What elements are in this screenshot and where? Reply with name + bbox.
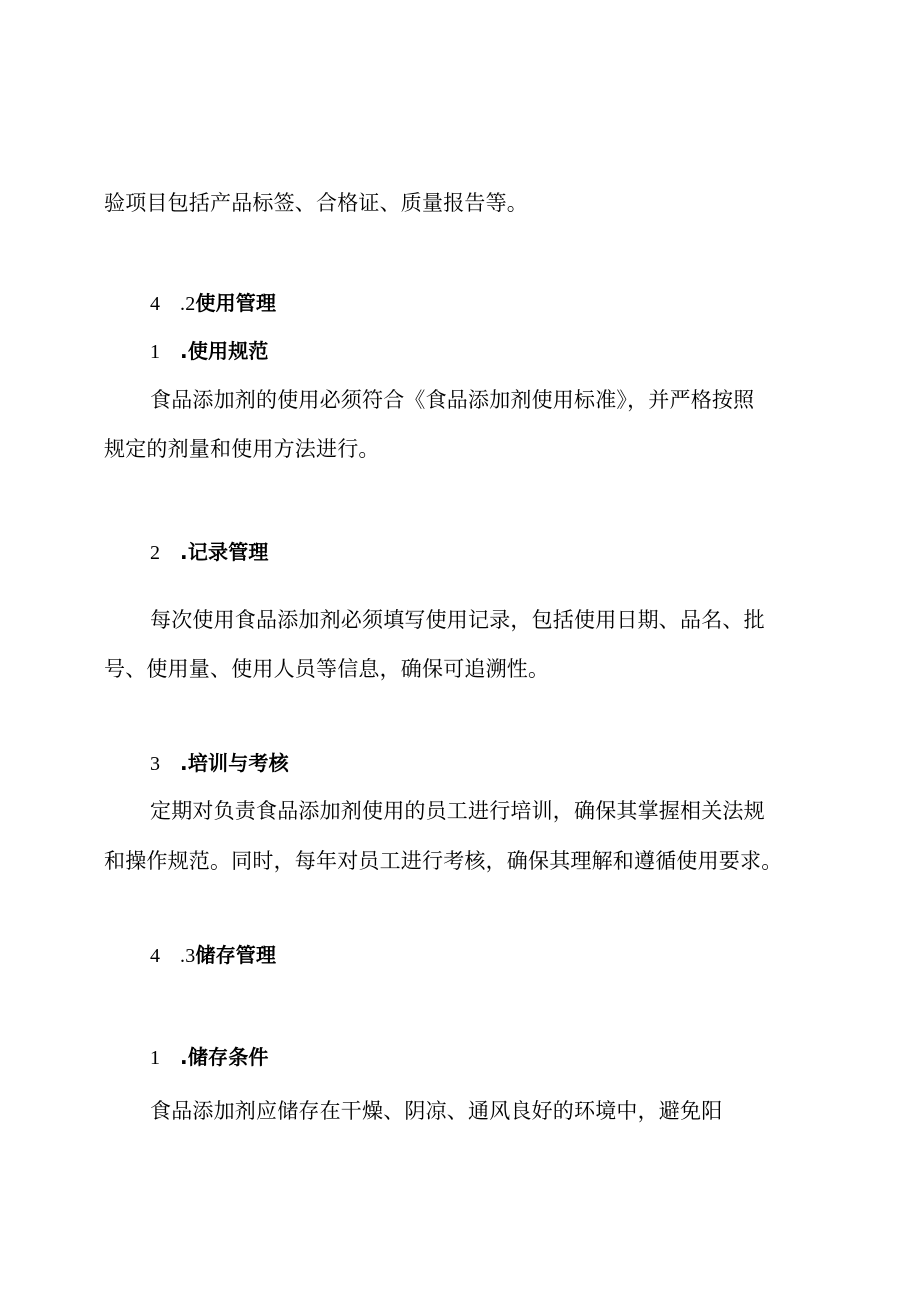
paragraph-line: 食品添加剂应储存在干燥、阴凉、通风良好的环境中，避免阳 (150, 1099, 723, 1123)
section-title: 使用管理 (195, 291, 277, 315)
section-number: 4 (150, 945, 161, 967)
item-heading-training-assessment (150, 748, 289, 779)
item-number: 2 (150, 542, 161, 564)
paragraph-line: 规定的剂量和使用方法进行。 (104, 437, 380, 461)
section-heading-4-2 (150, 288, 276, 319)
item-dot: . (180, 540, 188, 564)
paragraph-line: 每次使用食品添加剂必须填写使用记录，包括使用日期、品名、批 (150, 608, 765, 632)
item-dot: . (180, 339, 188, 363)
item-heading-record-management (150, 537, 269, 568)
section-subnumber: .2 (180, 293, 196, 315)
item-number: 1 (150, 341, 161, 363)
paragraph-line: 和操作规范。同时，每年对员工进行考核，确保其理解和遵循使用要求。 (104, 849, 783, 873)
item-heading-storage-conditions (150, 1042, 269, 1073)
item-dot: . (180, 1045, 188, 1069)
section-subnumber: .3 (180, 945, 196, 967)
item-number: 1 (150, 1047, 161, 1069)
section-title: 储存管理 (195, 943, 277, 967)
item-title: 记录管理 (187, 540, 269, 564)
paragraph-line: 定期对负责食品添加剂使用的员工进行培训，确保其掌握相关法规 (150, 799, 765, 823)
section-number: 4 (150, 293, 161, 315)
item-number: 3 (150, 753, 161, 775)
paragraph-line: 食品添加剂的使用必须符合《食品添加剂使用标准》，并严格按照 (150, 388, 755, 412)
paragraph-line: 号、使用量、使用人员等信息，确保可追溯性。 (104, 657, 550, 681)
item-title: 储存条件 (187, 1045, 269, 1069)
item-heading-usage-norms (150, 336, 269, 367)
section-heading-4-3 (150, 940, 276, 971)
item-title: 培训与考核 (187, 751, 289, 775)
item-dot: . (180, 751, 188, 775)
continuation-line: 验项目包括产品标签、合格证、质量报告等。 (104, 191, 528, 215)
item-title: 使用规范 (187, 339, 269, 363)
